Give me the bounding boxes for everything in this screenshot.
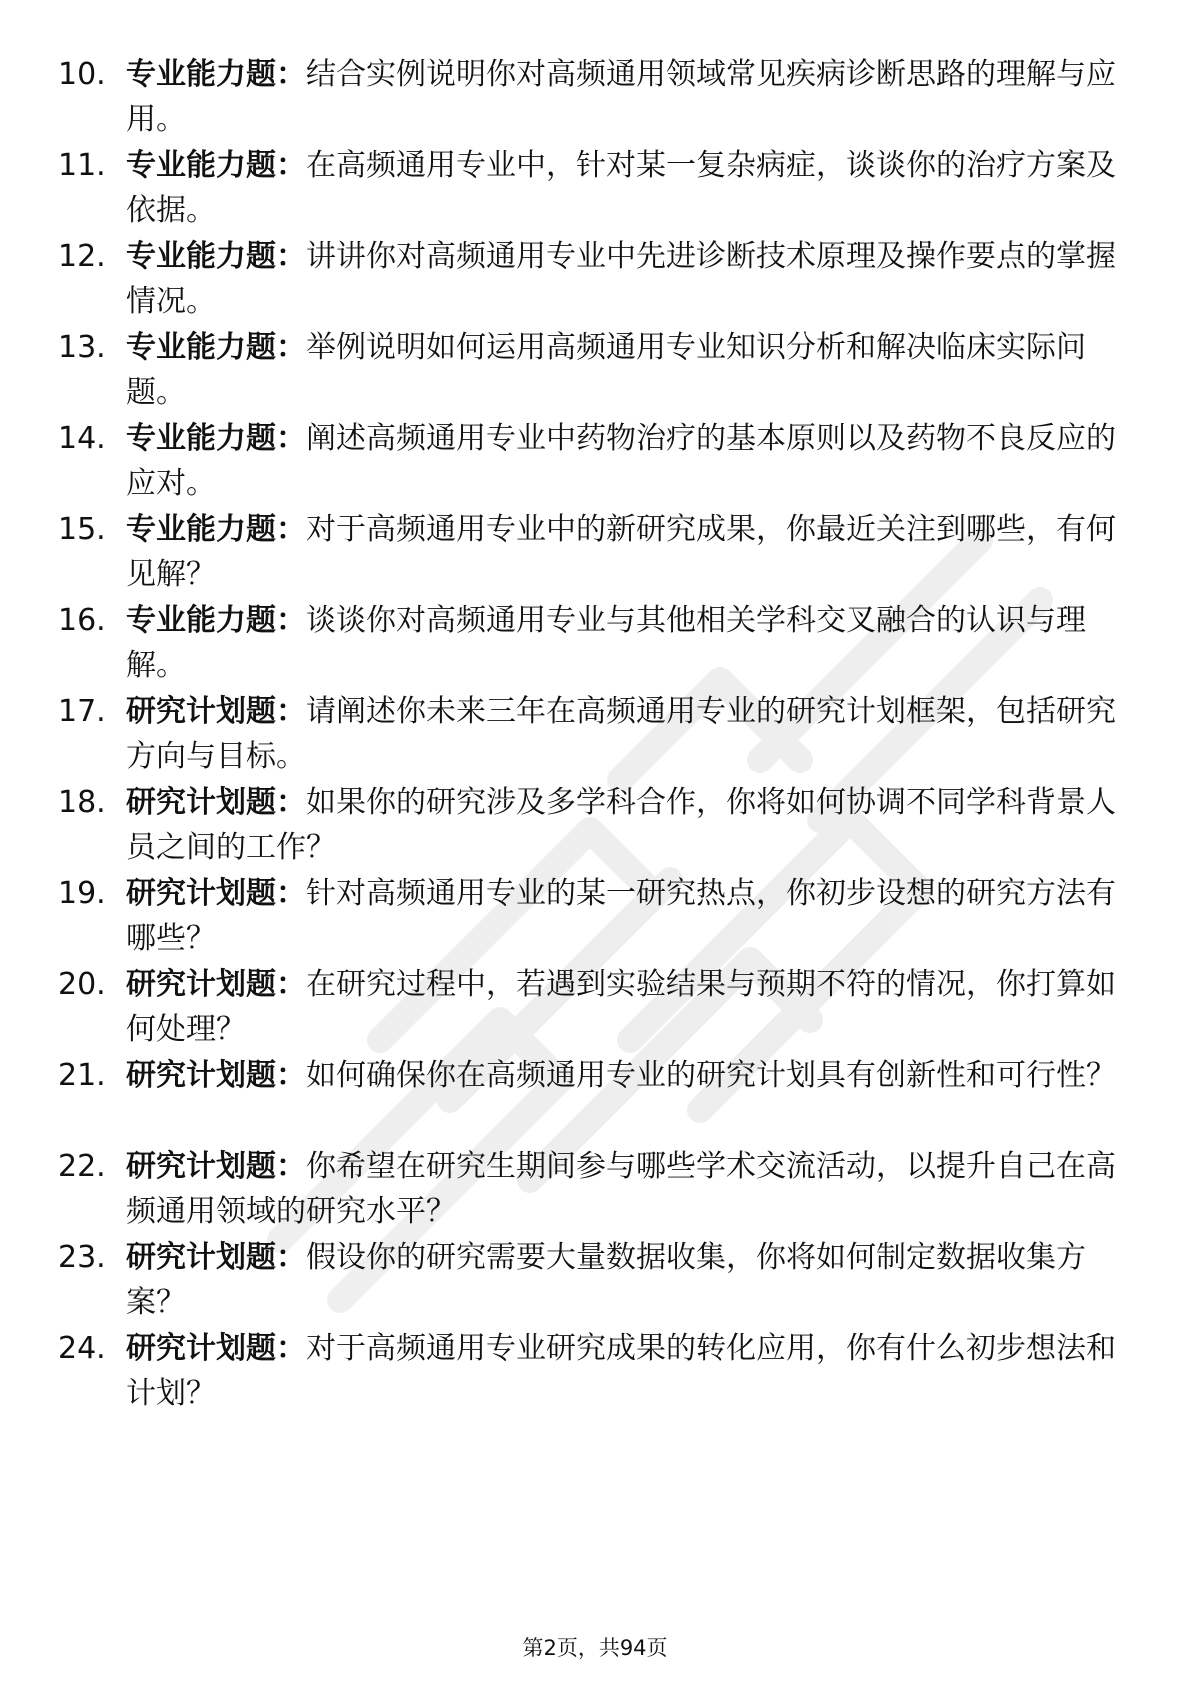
question-category: 研究计划题： — [126, 785, 306, 820]
question-number: 22. — [58, 1149, 106, 1184]
question-number: 19. — [58, 876, 106, 911]
question-body — [126, 1144, 1116, 1234]
question-body — [126, 143, 1116, 233]
question-text: 请阐述你未来三年在高频通用专业的研究计划框架，包括研究方向与目标。 — [126, 694, 1116, 774]
question-category: 专业能力题： — [126, 148, 306, 183]
question-body — [126, 598, 1116, 688]
question-item-17 — [0, 689, 1190, 780]
question-body — [126, 52, 1116, 142]
page-footer — [0, 1632, 1190, 1662]
question-category: 研究计划题： — [126, 1240, 306, 1275]
question-item-15 — [0, 507, 1190, 598]
question-item-19 — [0, 871, 1190, 962]
question-category: 研究计划题： — [126, 1149, 306, 1184]
question-text: 阐述高频通用专业中药物治疗的基本原则以及药物不良反应的应对。 — [126, 421, 1116, 501]
question-body — [126, 689, 1116, 779]
question-item-14 — [0, 416, 1190, 507]
question-list — [0, 52, 1190, 1417]
question-body — [126, 416, 1116, 506]
page-indicator: 第2页，共94页 — [522, 1636, 668, 1660]
question-category: 专业能力题： — [126, 57, 306, 92]
question-item-22 — [0, 1144, 1190, 1235]
question-text: 如果你的研究涉及多学科合作，你将如何协调不同学科背景人员之间的工作？ — [126, 785, 1116, 865]
question-category: 研究计划题： — [126, 1058, 306, 1093]
question-category: 研究计划题： — [126, 967, 306, 1002]
question-body — [126, 780, 1116, 870]
question-body — [126, 507, 1116, 597]
question-category: 研究计划题： — [126, 694, 306, 729]
question-text: 谈谈你对高频通用专业与其他相关学科交叉融合的认识与理解。 — [126, 603, 1086, 683]
question-body — [126, 1235, 1116, 1325]
question-number: 11. — [58, 148, 106, 183]
question-number: 24. — [58, 1331, 106, 1366]
question-item-18 — [0, 780, 1190, 871]
question-text: 如何确保你在高频通用专业的研究计划具有创新性和可行性？ — [306, 1058, 1116, 1093]
question-item-16 — [0, 598, 1190, 689]
question-number: 12. — [58, 239, 106, 274]
question-category: 专业能力题： — [126, 239, 306, 274]
question-text: 结合实例说明你对高频通用领域常见疾病诊断思路的理解与应用。 — [126, 57, 1116, 137]
question-category: 专业能力题： — [126, 421, 306, 456]
question-item-21 — [0, 1053, 1190, 1144]
question-number: 16. — [58, 603, 106, 638]
question-item-10 — [0, 52, 1190, 143]
question-text: 举例说明如何运用高频通用专业知识分析和解决临床实际问题。 — [126, 330, 1086, 410]
question-text: 在研究过程中，若遇到实验结果与预期不符的情况，你打算如何处理？ — [126, 967, 1116, 1047]
question-body — [126, 234, 1116, 324]
question-category: 专业能力题： — [126, 512, 306, 547]
question-text: 对于高频通用专业研究成果的转化应用，你有什么初步想法和计划？ — [126, 1331, 1116, 1411]
question-category: 专业能力题： — [126, 603, 306, 638]
question-text: 针对高频通用专业的某一研究热点，你初步设想的研究方法有哪些？ — [126, 876, 1116, 956]
question-body — [126, 1326, 1116, 1416]
question-item-24 — [0, 1326, 1190, 1417]
question-number: 17. — [58, 694, 106, 729]
question-number: 10. — [58, 57, 106, 92]
question-text: 你希望在研究生期间参与哪些学术交流活动，以提升自己在高频通用领域的研究水平？ — [126, 1149, 1116, 1229]
question-text: 对于高频通用专业中的新研究成果，你最近关注到哪些，有何见解？ — [126, 512, 1116, 592]
question-body — [126, 871, 1116, 961]
question-number: 20. — [58, 967, 106, 1002]
question-item-23 — [0, 1235, 1190, 1326]
question-item-12 — [0, 234, 1190, 325]
question-text: 在高频通用专业中，针对某一复杂病症，谈谈你的治疗方案及依据。 — [126, 148, 1116, 228]
question-text: 假设你的研究需要大量数据收集，你将如何制定数据收集方案？ — [126, 1240, 1086, 1320]
question-category: 研究计划题： — [126, 876, 306, 911]
question-item-13 — [0, 325, 1190, 416]
question-category: 研究计划题： — [126, 1331, 306, 1366]
question-number: 23. — [58, 1240, 106, 1275]
question-number: 13. — [58, 330, 106, 365]
question-number: 14. — [58, 421, 106, 456]
question-category: 专业能力题： — [126, 330, 306, 365]
question-body — [126, 325, 1116, 415]
question-number: 21. — [58, 1058, 106, 1093]
question-body — [126, 1053, 1116, 1098]
question-item-20 — [0, 962, 1190, 1053]
question-text: 讲讲你对高频通用专业中先进诊断技术原理及操作要点的掌握情况。 — [126, 239, 1116, 319]
question-number: 15. — [58, 512, 106, 547]
question-body — [126, 962, 1116, 1052]
question-number: 18. — [58, 785, 106, 820]
question-item-11 — [0, 143, 1190, 234]
